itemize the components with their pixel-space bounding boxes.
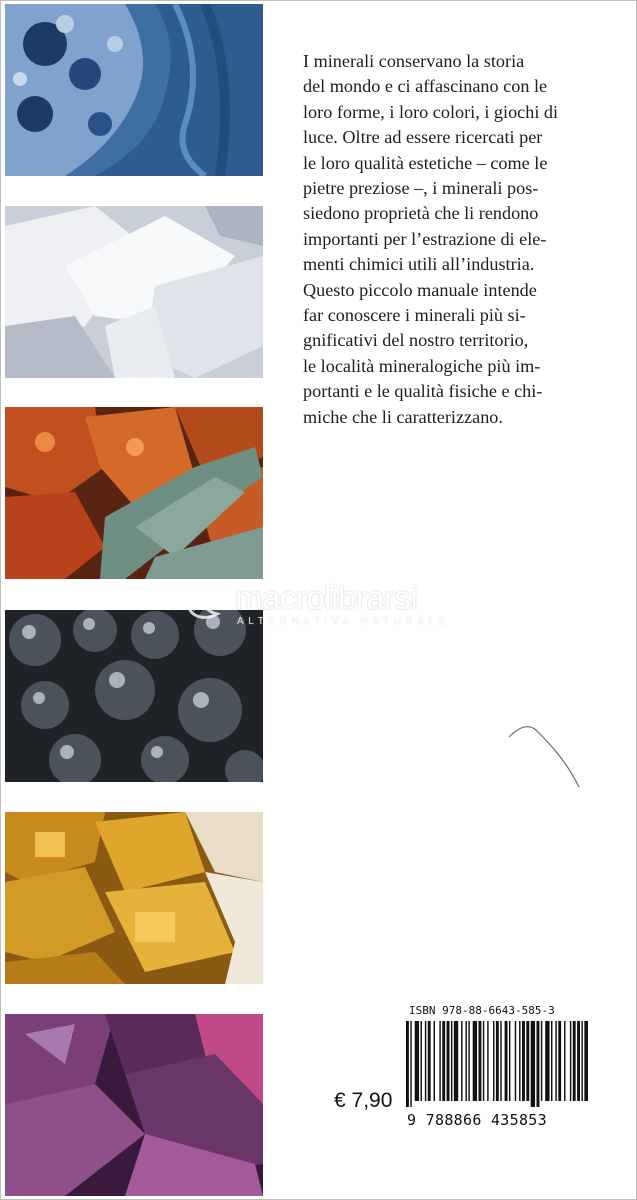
barcode-bar	[483, 1021, 484, 1101]
barcode-bar	[500, 1021, 501, 1101]
barcode-bar	[496, 1021, 499, 1101]
macrolibrarsi-watermark	[177, 576, 477, 636]
barcode-bar	[519, 1021, 520, 1101]
barcode-bar	[577, 1021, 580, 1101]
mineral-photo-purple-fluorite	[5, 1014, 263, 1196]
barcode-bar	[493, 1021, 494, 1101]
barcode-bar	[442, 1021, 445, 1101]
price: € 7,90	[334, 1089, 393, 1112]
barcode-bar	[526, 1021, 529, 1101]
description-line: Questo piccolo manuale intende	[303, 279, 537, 300]
watermark-title: macrolibrarsi	[235, 579, 418, 616]
barcode-bar	[541, 1021, 542, 1101]
barcode-bar	[551, 1021, 552, 1101]
barcode-bar	[406, 1021, 409, 1107]
barcode-bar	[425, 1021, 426, 1101]
description-line: portanti e le qualità fisiche e chi-	[303, 381, 543, 402]
isbn-label: ISBN 978-88-6643-585-3	[409, 1004, 555, 1017]
barcode-bar	[515, 1021, 516, 1101]
barcode-bar	[465, 1021, 466, 1101]
mineral-photo-white-quartz	[5, 206, 263, 378]
barcode-bar	[468, 1021, 469, 1101]
description-line: importanti per l’estrazione di ele-	[303, 228, 547, 249]
barcode-bar	[434, 1021, 435, 1101]
barcode-bar	[555, 1021, 556, 1101]
barcode-bar	[451, 1021, 452, 1101]
barcode-bar	[421, 1021, 422, 1101]
leaf-logo-icon	[181, 578, 231, 622]
mineral-photo-orange-garnet	[5, 407, 263, 579]
barcode-bar	[531, 1021, 535, 1107]
description-line: pietre preziose –, i minerali pos-	[303, 178, 539, 199]
description-line: far conoscere i minerali più si-	[303, 305, 526, 326]
description-text	[303, 49, 608, 430]
barcode-bar	[509, 1021, 510, 1101]
barcode-bar	[537, 1021, 540, 1107]
description-line: le loro qualità estetiche – come le	[303, 152, 548, 173]
description-line: luce. Oltre ad essere ricercati per	[303, 127, 543, 148]
barcode-bar	[505, 1021, 508, 1101]
description-line: loro forme, i loro colori, i giochi di	[303, 101, 559, 122]
barcode-bar	[564, 1021, 565, 1101]
description-line: miche che li caratterizzano.	[303, 406, 503, 427]
barcode-bar	[558, 1021, 561, 1101]
barcode	[406, 1021, 588, 1107]
barcode-bar	[473, 1021, 477, 1101]
mineral-photo-blue-agate	[5, 4, 263, 176]
description-line: I minerali conservano la storia	[303, 51, 525, 71]
barcode-bar	[487, 1021, 488, 1101]
barcode-bar	[584, 1021, 588, 1101]
barcode-bar	[479, 1021, 482, 1101]
barcode-bar	[447, 1021, 450, 1101]
mineral-photo-yellow-wulfenite	[5, 812, 263, 984]
barcode-bar	[570, 1021, 571, 1101]
barcode-number: 9 788866 435853	[407, 1111, 547, 1129]
description-line: siedono proprietà che li rendono	[303, 203, 539, 224]
barcode-bar	[415, 1021, 419, 1101]
description-line: del mondo e ci affascinano con le	[303, 76, 548, 97]
watermark-subtitle: ALTERNATIVA NATURALE	[237, 616, 450, 627]
barcode-bar	[581, 1021, 582, 1101]
barcode-bar	[454, 1021, 458, 1101]
barcode-bar	[439, 1021, 440, 1101]
barcode-bar	[545, 1021, 549, 1101]
barcode-bar	[522, 1021, 525, 1101]
barcode-bar	[573, 1021, 576, 1101]
pen-mark	[507, 719, 587, 791]
barcode-bar	[461, 1021, 462, 1101]
description-line: gnificativi del nostro territorio,	[303, 330, 529, 351]
description-line: le località mineralogiche più im-	[303, 355, 541, 376]
description-line: menti chimici utili all’industria.	[303, 254, 535, 275]
barcode-bar	[410, 1021, 411, 1107]
barcode-bar	[428, 1021, 431, 1101]
